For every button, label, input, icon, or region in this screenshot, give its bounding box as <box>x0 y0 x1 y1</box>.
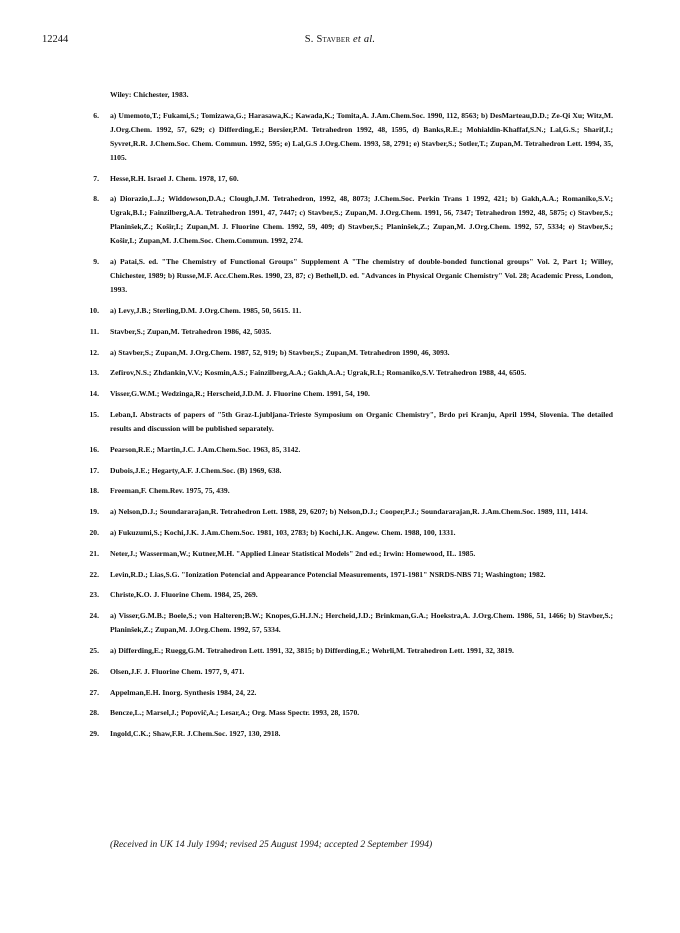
reference-number: 25. <box>89 645 99 655</box>
reference-number: 17. <box>89 465 99 475</box>
reference-item <box>73 588 613 602</box>
reference-number: 14. <box>89 389 99 399</box>
reference-item <box>73 408 613 436</box>
reference-item <box>73 325 613 339</box>
reference-number: 24. <box>89 611 99 621</box>
reference-text: a) Patai,S. ed. "The Chemistry of Functional Groups" Supplement A "The chemistry of double-bonded functional groups" Vol. 2, Part 1; Willey, Chichester, 1989; b) Russe,M.F. Acc.Chem.Res. 1990, 23, 87; c) Bethell,D. ed. "Advances in Physical Organic Chemistry" Vol. 28; Academic Press, London, 1993. <box>110 257 613 295</box>
reference-item <box>73 109 613 165</box>
reference-item <box>73 505 613 519</box>
reference-item <box>73 526 613 540</box>
reference-item <box>73 255 613 297</box>
reference-text: Neter,J.; Wasserman,W.; Kutner,M.H. "Applied Linear Statistical Models" 2nd ed.; Irwin: Homewood, IL. 1985. <box>110 548 476 558</box>
reference-text: a) Differding,E.; Ruegg,G.M. Tetrahedron Lett. 1991, 32, 3815; b) Differding,E.; Wehrli,M. Tetrahedron Lett. 1991, 32, 3819. <box>110 645 514 655</box>
reference-number: 23. <box>89 590 99 600</box>
reference-text: a) Visser,G.M.B.; Boele,S.; von Halteren;B.W.; Knopes,G.H.J.N.; Hercheid,J.D.; Brinkman,G.A.; Hoekstra,A. J.Org.Chem. 1986, 51, 1466; b) Stavber,S.; Planinšek,Z.; Zupan,M. J.Org.Chem. 1992, 57, 5334. <box>110 611 613 635</box>
reference-list <box>73 88 613 748</box>
reference-item <box>73 644 613 658</box>
reference-number: 26. <box>89 666 99 676</box>
reference-number: 29. <box>89 729 99 739</box>
reference-text: Freeman,F. Chem.Rev. 1975, 75, 439. <box>110 486 230 496</box>
reference-item <box>73 609 613 637</box>
reference-number: 15. <box>89 409 99 419</box>
reference-number: 19. <box>89 507 99 517</box>
reference-text: Pearson,R.E.; Martin,J.C. J.Am.Chem.Soc. 1963, 85, 3142. <box>110 444 301 454</box>
reference-text: Stavber,S.; Zupan,M. Tetrahedron 1986, 42, 5035. <box>110 326 272 336</box>
reference-item <box>73 706 613 720</box>
running-head-et-al: et al. <box>353 34 376 45</box>
reference-text: a) Fukuzumi,S.; Kochi,J.K. J.Am.Chem.Soc. 1981, 103, 2783; b) Kochi,J.K. Angew. Chem. 1988, 100, 1331. <box>110 527 456 537</box>
reference-number: 13. <box>89 368 99 378</box>
reference-number: 7. <box>93 173 99 183</box>
reference-item <box>73 346 613 360</box>
reference-text: Visser,G.W.M.; Wedzinga,R.; Herscheid,J.D.M. J. Fluorine Chem. 1991, 54, 190. <box>110 389 370 399</box>
reference-item <box>73 172 613 186</box>
reference-item <box>73 727 613 741</box>
reference-text: a) Umemoto,T.; Fukami,S.; Tomizawa,G.; Harasawa,K.; Kawada,K.; Tomita,A. J.Am.Chem.Soc. 1990, 112, 8563; b) DesMarteau,D.D.; Ze-Qi Xu; Witz,M. J.Org.Chem. 1992, 57, 629; c) Differding,E.; Bersier,P.M. Tetrahedron 1992, 48, 1595, d) Banks,R.E.; Mohialdin-Khaffaf,S.N.; Lal,G.S.; Sharif,I.; Syvret,R.R. J.Chem.Soc. Chem. Commun. 1992, 595; e) Lal,G.S J.Org.Chem. 1993, 58, 2791; e) Stavber,S.; Sotler,T.; Zupan,M. Tetrahedron Lett. 1994, 35, 1105. <box>110 110 613 162</box>
reference-number: 9. <box>93 257 99 267</box>
reference-text: a) Nelson,D.J.; Soundararajan,R. Tetrahedron Lett. 1988, 29, 6207; b) Nelson,D.J.; Cooper,P.J.; Soundararajan,R. J.Am.Chem.Soc. 1989, 111, 1414. <box>110 507 588 517</box>
reference-number: 12. <box>89 347 99 357</box>
reference-number: 21. <box>89 548 99 558</box>
reference-item <box>73 665 613 679</box>
reference-number: 28. <box>89 708 99 718</box>
reference-number: 18. <box>89 486 99 496</box>
reference-text: a) Diorazio,L.J.; Widdowson,D.A.; Clough,J.M. Tetrahedron, 1992, 48, 8073; J.Chem.Soc. Perkin Trans 1 1992, 421; b) Gakh,A.A.; Romaniko,S.V.; Ugrak,B.I.; Fainzilberg,A.A. Tetrahedron 1991, 47, 7447; c) Stavber,S.; Zupan,M. J.Org.Chem. 1991, 56, 7347; Tetrahedron 1992, 48, 5875; c) Stavber,S.; Planinšek,Z.; Košir,I.; Zupan,M. J. Fluorine Chem. 1992, 59, 409; d) Stavber,S.; Planinšek,Z.; Zupan,M. J.Org.Chem. 1992, 57, 5334; e) Stavber,S.; Košir,I.; Zupan,M. J.Chem.Soc. Chem.Commun. 1992, 274. <box>110 194 613 246</box>
received-dates: (Received in UK 14 July 1994; revised 25 August 1994; accepted 2 September 1994) <box>110 840 433 850</box>
reference-text: Zefirov,N.S.; Zhdankin,V.V.; Kosmin,A.S.; Fainzilberg,A.A.; Gakh,A.A.; Ugrak,R.I.; Romaniko,S.V. Tetrahedron 1988, 44, 6505. <box>110 368 527 378</box>
reference-text: Levin,R.D.; Lias,S.G. "Ionization Potencial and Appearance Potencial Measurements, 1971-1981" NSRDS-NBS 71; Washington; 1982. <box>110 569 546 579</box>
reference-text: Bencze,L.; Marsel,J.; Popovič,A.; Lesar,A.; Org. Mass Spectr. 1993, 28, 1570. <box>110 708 360 718</box>
reference-item <box>73 366 613 380</box>
reference-number: 11. <box>89 326 99 336</box>
page-header <box>42 34 638 48</box>
reference-text: Hesse,R.H. Israel J. Chem. 1978, 17, 60. <box>110 173 239 183</box>
reference-item <box>73 484 613 498</box>
reference-text: Leban,I. Abstracts of papers of "5th Graz-Ljubljana-Trieste Symposium on Organic Chemistry", Brdo pri Kranju, April 1994, Slovenia. The detailed results and discussion will be published separately. <box>110 409 613 433</box>
reference-item <box>73 443 613 457</box>
reference-item <box>73 686 613 700</box>
reference-text: Ingold,C.K.; Shaw,F.R. J.Chem.Soc. 1927, 130, 2918. <box>110 729 281 739</box>
reference-item <box>73 464 613 478</box>
reference-item <box>73 387 613 401</box>
reference-number: 8. <box>93 194 99 204</box>
reference-number: 22. <box>89 569 99 579</box>
page-number: 12244 <box>42 34 69 45</box>
running-head-author: S. Stavber <box>304 34 351 45</box>
reference-number: 10. <box>89 305 99 315</box>
reference-text: Appelman,E.H. Inorg. Synthesis 1984, 24, 22. <box>110 687 257 697</box>
reference-text: Dubois,J.E.; Hegarty,A.F. J.Chem.Soc. (B) 1969, 638. <box>110 465 282 475</box>
reference-number: 27. <box>89 687 99 697</box>
reference-item <box>73 192 613 248</box>
reference-text: Olsen,J.F. J. Fluorine Chem. 1977, 9, 471. <box>110 666 245 676</box>
running-head <box>42 34 638 45</box>
reference-item <box>73 304 613 318</box>
reference-item <box>73 88 613 102</box>
reference-text: Wiley: Chichester, 1983. <box>110 90 189 99</box>
reference-text: a) Stavber,S.; Zupan,M. J.Org.Chem. 1987, 52, 919; b) Stavber,S.; Zupan,M. Tetrahedron 1990, 46, 3093. <box>110 347 450 357</box>
reference-item <box>73 547 613 561</box>
reference-item <box>73 568 613 582</box>
reference-text: a) Levy,J.B.; Sterling,D.M. J.Org.Chem. 1985, 50, 5615. 11. <box>110 305 302 315</box>
reference-number: 6. <box>93 110 99 120</box>
reference-text: Christe,K.O. J. Fluorine Chem. 1984, 25, 269. <box>110 590 258 600</box>
reference-number: 16. <box>89 444 99 454</box>
reference-number: 20. <box>89 527 99 537</box>
